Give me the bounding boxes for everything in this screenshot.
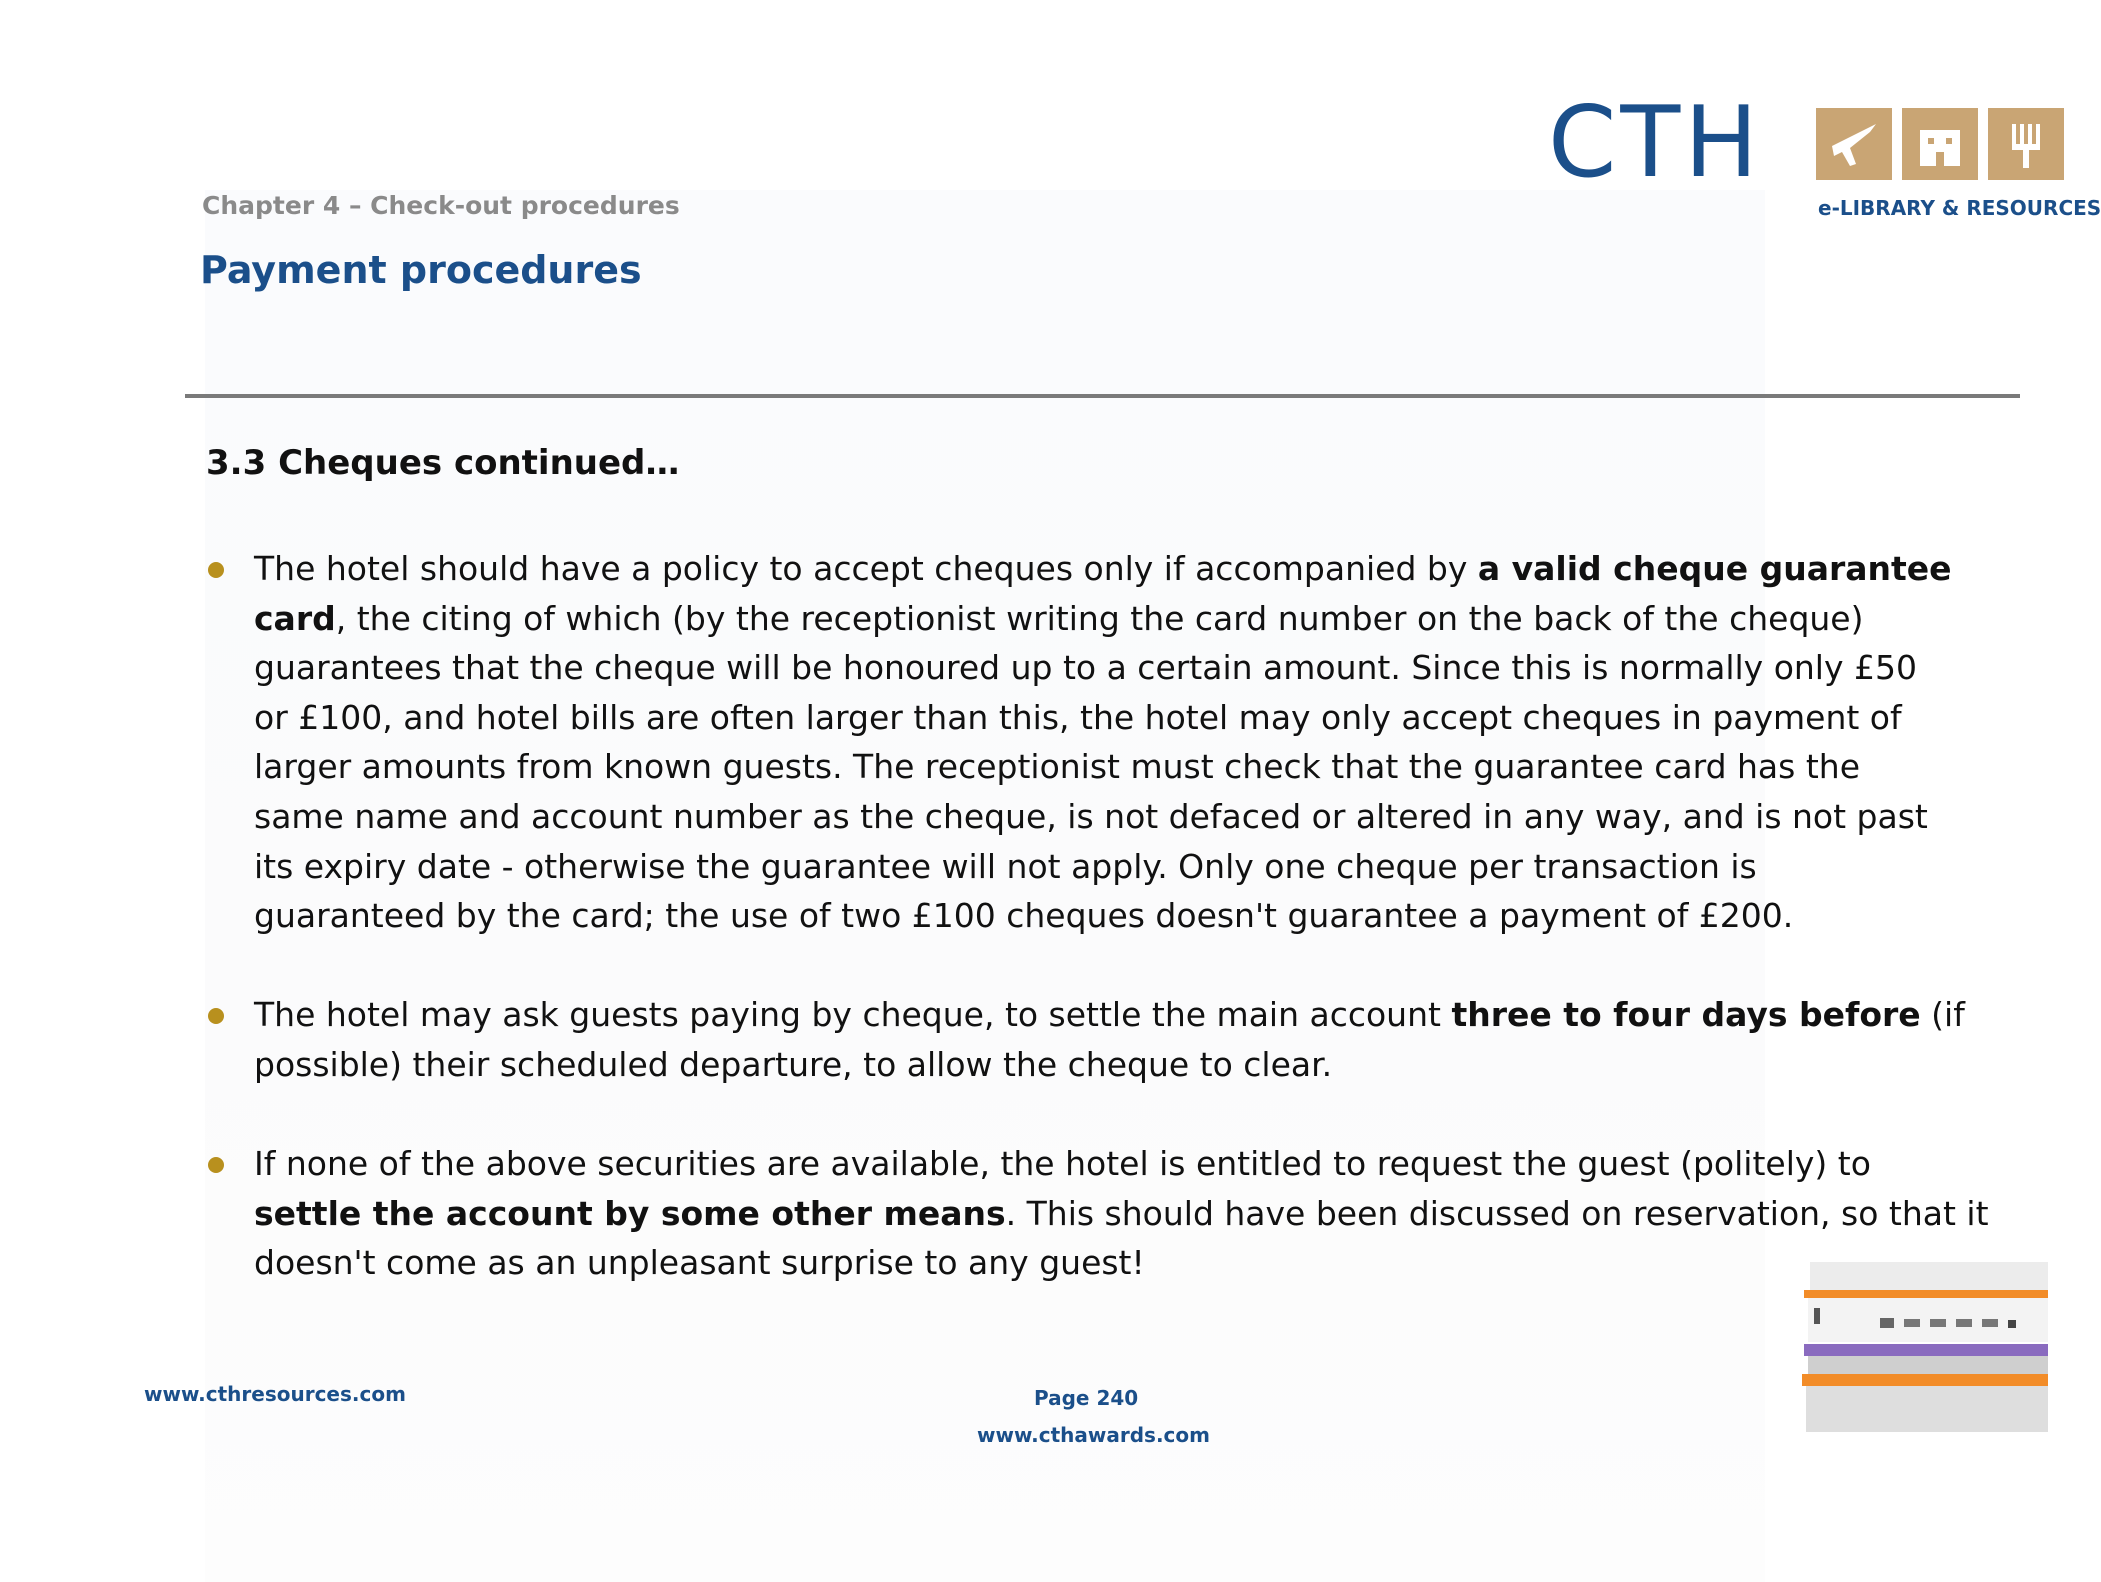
body-text: doesn't come as an unpleasant surprise to any guest! bbox=[254, 1243, 1145, 1283]
footer-awards-link[interactable]: www.cthawards.com bbox=[977, 1423, 1210, 1447]
logo-subtitle: e-LIBRARY & RESOURCES bbox=[1818, 196, 2101, 220]
body-text: , the citing of which (by the receptionist writing the card number on the back of the cheque) bbox=[335, 598, 1864, 638]
bullet-line bbox=[254, 693, 2004, 743]
bullet-line bbox=[254, 544, 2004, 594]
logo-wordmark: CTH bbox=[1548, 86, 1762, 200]
hotel-icon bbox=[1902, 108, 1978, 180]
bullet-line bbox=[254, 990, 2004, 1040]
bold-text: card bbox=[254, 598, 336, 638]
bullet-dot bbox=[208, 1008, 224, 1024]
body-text: guaranteed by the card; the use of two £100 cheques doesn't guarantee a payment of £200. bbox=[254, 896, 1794, 936]
bullet-line bbox=[254, 891, 2004, 941]
bullet-line bbox=[254, 594, 2004, 644]
body-text: The hotel should have a policy to accept cheques only if accompanied by bbox=[254, 549, 1478, 588]
page-title: Payment procedures bbox=[200, 248, 642, 292]
body-text: possible) their scheduled departure, to allow the cheque to clear. bbox=[254, 1044, 1333, 1084]
body-text: The hotel may ask guests paying by cheque, to settle the main account bbox=[254, 995, 1452, 1034]
logo-icon-row bbox=[1816, 108, 2064, 180]
bullet-line bbox=[254, 643, 2004, 693]
bullet-line bbox=[254, 792, 2004, 842]
bullet-line bbox=[254, 1189, 2004, 1239]
body-text: . This should have been discussed on reservation, so that it bbox=[1005, 1193, 1989, 1233]
bullet-line bbox=[254, 1139, 2004, 1189]
bullet-line bbox=[254, 742, 2004, 792]
chapter-label: Chapter 4 – Check-out procedures bbox=[202, 191, 680, 220]
body-text: same name and account number as the cheque, is not defaced or altered in any way, and is not past bbox=[254, 796, 1928, 836]
body-text: its expiry date - otherwise the guarantee will not apply. Only one cheque per transaction is bbox=[254, 846, 1757, 886]
bullet-line bbox=[254, 1238, 2004, 1288]
bold-text: settle the account by some other means bbox=[254, 1193, 1006, 1233]
body-text: (if bbox=[1920, 995, 1965, 1034]
bullet-line bbox=[254, 1040, 2004, 1090]
body-text: If none of the above securities are available, the hotel is entitled to request the guest (politely) to bbox=[254, 1144, 1871, 1183]
bullet-text bbox=[254, 990, 2004, 1089]
bullet-dot bbox=[208, 1157, 224, 1173]
bullet-text bbox=[254, 1139, 2004, 1288]
bold-text: three to four days before bbox=[1451, 995, 1921, 1034]
cutlery-icon bbox=[1988, 108, 2064, 180]
section-heading: 3.3 Cheques continued… bbox=[206, 443, 680, 483]
cth-logo bbox=[1548, 86, 2101, 222]
bullet-dot bbox=[208, 562, 224, 578]
bold-text: a valid cheque guarantee bbox=[1477, 549, 1952, 588]
body-text: or £100, and hotel bills are often larger than this, the hotel may only accept cheques in payment of bbox=[254, 697, 1902, 737]
body-text: guarantees that the cheque will be honoured up to a certain amount. Since this is normally only £50 bbox=[254, 648, 1917, 688]
body-text: larger amounts from known guests. The receptionist must check that the guarantee card has the bbox=[254, 747, 1860, 787]
page-number: Page 240 bbox=[1034, 1386, 1139, 1410]
header-divider bbox=[185, 394, 2020, 398]
bullet-text bbox=[254, 544, 2004, 941]
book-stack-image bbox=[1800, 1262, 2048, 1434]
footer-resources-link[interactable]: www.cthresources.com bbox=[144, 1382, 406, 1406]
bullet-line bbox=[254, 842, 2004, 892]
airplane-icon bbox=[1816, 108, 1892, 180]
